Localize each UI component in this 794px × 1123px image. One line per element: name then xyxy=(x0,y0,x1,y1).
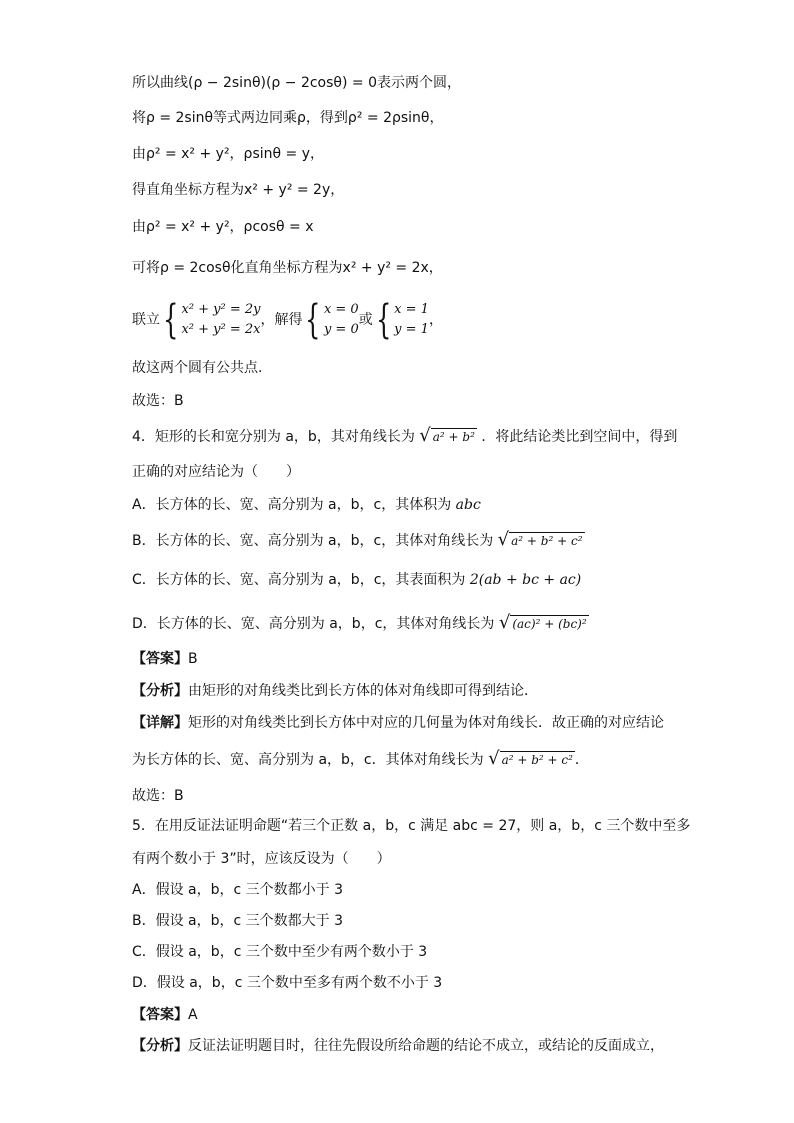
sqrt-content: (ac)² + (bc)² xyxy=(512,617,587,631)
option-c: C．假设 a，b，c 三个数中至少有两个数小于 3 xyxy=(132,944,428,960)
text-line: 有两个数小于 3”时，应该反设为（ ） xyxy=(132,851,391,867)
text-span: ．将此结论类比到空间中，得到 xyxy=(481,429,678,445)
sqrt-content: a² + b² + c² xyxy=(501,753,573,767)
text-line: 由ρ² = x² + y²，ρcosθ = x xyxy=(132,219,314,235)
text-line: 所以曲线(ρ − 2sinθ)(ρ − 2cosθ) = 0表示两个圆， xyxy=(132,75,461,91)
equation-system xyxy=(302,297,359,343)
text-span: 为长方体的长、宽、高分别为 a，b，c．其体对角线长为 xyxy=(132,752,484,768)
text-line: 得直角坐标方程为x² + y² = 2y， xyxy=(132,182,345,198)
text-span: A．长方体的长、宽、高分别为 a，b，c，其体积为 xyxy=(132,497,456,513)
equation: y = 1 xyxy=(394,322,429,337)
answer-value: A xyxy=(188,1007,198,1023)
radical-icon: √ xyxy=(497,529,510,550)
text-span: 或 xyxy=(358,312,373,328)
detail-text: 矩形的对角线类比到长方体中对应的几何量为体对角线长．故正确的对应结论 xyxy=(188,715,664,731)
equation: x = 1 xyxy=(394,302,429,317)
text-span: B．长方体的长、宽、高分别为 a，b，c，其体对角线长为 xyxy=(132,533,494,549)
equation-system xyxy=(373,297,429,343)
text-span: ，解得 xyxy=(260,312,303,328)
detail-line xyxy=(132,712,664,734)
option-a xyxy=(132,494,481,516)
detail-line xyxy=(132,748,589,771)
question-5-stem: 5．在用反证法证明命题“若三个正数 a，b，c 满足 abc = 27，则 a，b，c 三个数中至多 xyxy=(132,818,691,834)
option-b xyxy=(132,529,585,552)
radical-icon: √ xyxy=(488,748,500,769)
text-span: D．长方体的长、宽、高分别为 a，b，c，其体对角线长为 xyxy=(132,616,495,632)
question-4-stem xyxy=(132,425,677,448)
answer-line xyxy=(132,648,198,670)
answer-line xyxy=(132,1004,198,1026)
text-line: 正确的对应结论为（ ） xyxy=(132,464,300,480)
equation-system xyxy=(160,297,261,343)
analysis-line xyxy=(132,1035,664,1057)
option-d: D．假设 a，b，c 三个数中至多有两个数不小于 3 xyxy=(132,975,443,991)
analysis-tag: 【分析】 xyxy=(132,1038,188,1054)
sqrt-content: a² + b² xyxy=(432,430,475,444)
sqrt-content: a² + b² + c² xyxy=(511,534,583,548)
radical-icon: √ xyxy=(419,425,431,446)
answer-tag: 【答案】 xyxy=(132,1007,188,1023)
option-d xyxy=(132,612,589,635)
text-span: 4．矩形的长和宽分别为 a，b，其对角线长为 xyxy=(132,429,415,445)
answer-value: B xyxy=(188,651,198,667)
math-span: 2(ab + bc + ac) xyxy=(469,572,582,588)
equation: y = 0 xyxy=(323,322,359,337)
detail-tag: 【详解】 xyxy=(132,715,188,731)
equation: x² + y² = 2y xyxy=(181,302,261,317)
equation: x² + y² = 2x xyxy=(181,322,261,337)
text-line: 可将ρ = 2cosθ化直角坐标方程为x² + y² = 2x， xyxy=(132,260,443,276)
brace-icon: { xyxy=(305,297,321,343)
option-c xyxy=(132,569,581,591)
brace-icon: { xyxy=(375,297,392,343)
text-line: 由ρ² = x² + y²，ρsinθ = y， xyxy=(132,146,324,162)
option-a: A．假设 a，b，c 三个数都小于 3 xyxy=(132,882,343,898)
text-span: 联立 xyxy=(132,312,160,328)
analysis-tag: 【分析】 xyxy=(132,683,188,699)
text-span: C．长方体的长、宽、高分别为 a，b，c，其表面积为 xyxy=(132,572,470,588)
text-line: 故这两个圆有公共点. xyxy=(132,360,263,376)
analysis-text: 由矩形的对角线类比到长方体的体对角线即可得到结论． xyxy=(188,683,538,699)
equation: x = 0 xyxy=(323,302,359,317)
option-b: B．假设 a，b，c 三个数都大于 3 xyxy=(132,913,344,929)
text-line: 故选：B xyxy=(132,393,184,409)
text-line: 将ρ = 2sinθ等式两边同乘ρ，得到ρ² = 2ρsinθ， xyxy=(132,110,444,126)
text-span: ， xyxy=(428,312,443,328)
system-line xyxy=(132,297,443,343)
brace-icon: { xyxy=(163,297,179,343)
math-span: abc xyxy=(455,497,481,513)
analysis-line xyxy=(132,680,538,702)
text-line: 故选：B xyxy=(132,788,184,804)
radical-icon: √ xyxy=(498,612,511,633)
analysis-text: 反证法证明题目时，往往先假设所给命题的结论不成立，或结论的反面成立， xyxy=(188,1038,664,1054)
answer-tag: 【答案】 xyxy=(132,651,188,667)
text-span: ． xyxy=(574,752,589,768)
